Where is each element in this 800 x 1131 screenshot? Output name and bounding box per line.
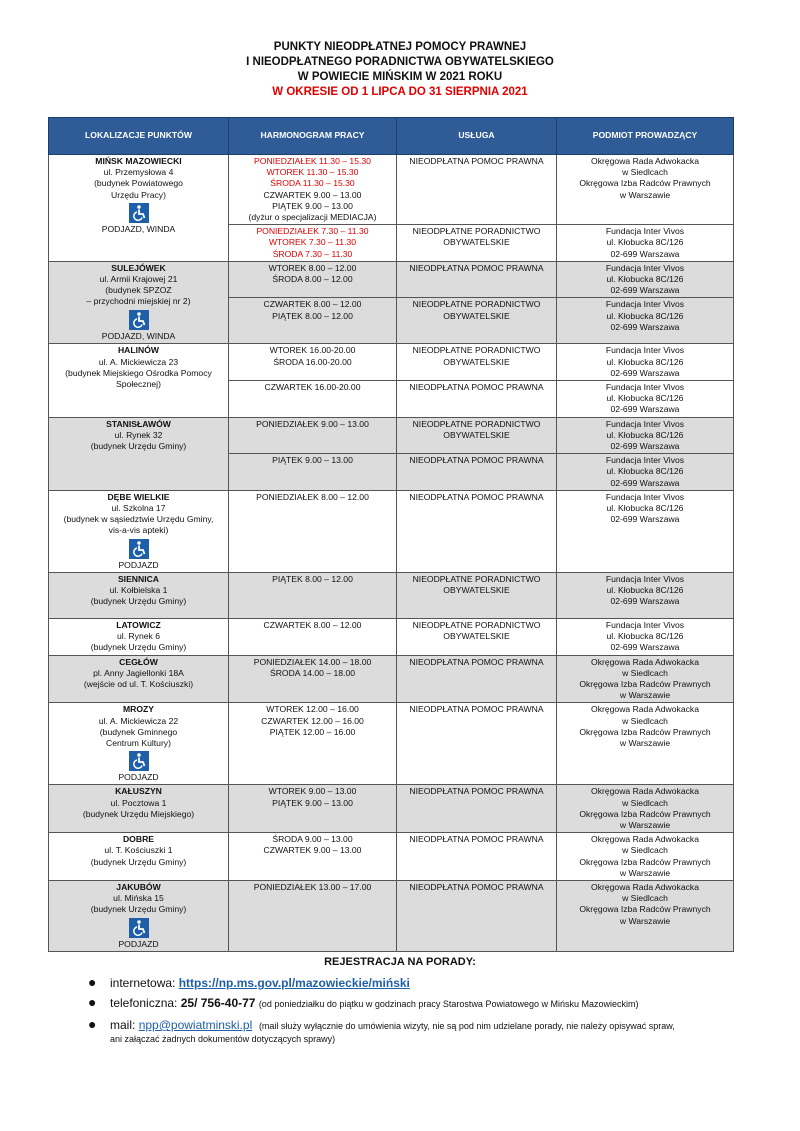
schedule-cell: CZWARTEK 8.00 – 12.00 PIĄTEK 8.00 – 12.00 [229, 298, 397, 344]
provider-cell: Fundacja Inter Vivos ul. Kłobucka 8C/126 02-699 Warszawa [557, 261, 734, 298]
schedule-cell: WTOREK 16.00-20.00 ŚRODA 16.00-20.00 [229, 344, 397, 381]
location-cell: SIENNICA ul. Kołbielska 1 (budynek Urzędu Gminy) [49, 572, 229, 618]
location-cell: DOBRE ul. T. Kościuszki 1 (budynek Urzędu Gminy) [49, 833, 229, 881]
schedule-table [48, 117, 734, 952]
table-row [49, 785, 734, 833]
schedule-cell: WTOREK 9.00 – 13.00 PIĄTEK 9.00 – 13.00 [229, 785, 397, 833]
location-name: LATOWICZ [116, 619, 161, 630]
service-cell: NIEODPŁATNA POMOC PRAWNA [397, 454, 557, 491]
provider-cell: Fundacja Inter Vivos ul. Kłobucka 8C/126 02-699 Warszawa [557, 225, 734, 262]
location-building: Urzędu Pracy) [111, 189, 166, 200]
wheelchair-icon [51, 539, 226, 559]
service-cell: NIEODPŁATNA POMOC PRAWNA [397, 785, 557, 833]
schedule-cell: PONIEDZIAŁEK 14.00 – 18.00 ŚRODA 14.00 – 18.00 [229, 655, 397, 703]
location-cell: SULEJÓWEK ul. Armii Krajowej 21 (budynek SPZOZ – przychodni miejskiej nr 2) PODJAZD, WINDA [49, 261, 229, 344]
location-name: DOBRE [122, 834, 155, 845]
service-cell: NIEODPŁATNE PORADNICTWO OBYWATELSKIE [397, 417, 557, 454]
column-header-service: USŁUGA [397, 118, 557, 155]
table-row [49, 155, 734, 225]
schedule-cell: PONIEDZIAŁEK 7.30 – 11.30 WTOREK 7.30 – 11.30 ŚRODA 7.30 – 11.30 [229, 225, 397, 262]
service-cell: NIEODPŁATNA POMOC PRAWNA [397, 381, 557, 418]
provider-cell: Fundacja Inter Vivos ul. Kłobucka 8C/126 02-699 Warszawa [557, 454, 734, 491]
location-name: KAŁUSZYN [115, 786, 162, 797]
column-header-provider: PODMIOT PROWADZĄCY [557, 118, 734, 155]
provider-cell: Fundacja Inter Vivos ul. Kłobucka 8C/126 02-699 Warszawa [557, 618, 734, 655]
accessibility-info: PODJAZD [118, 938, 159, 949]
location-cell: LATOWICZ ul. Rynek 6 (budynek Urzędu Gminy) [49, 618, 229, 655]
provider-cell: Fundacja Inter Vivos ul. Kłobucka 8C/126 02-699 Warszawa [557, 572, 734, 618]
location-cell: HALINÓW ul. A. Mickiewicza 23 (budynek Miejskiego Ośrodka Pomocy Społecznej) [49, 344, 229, 417]
location-address: ul. Przemysłowa 4 [103, 167, 174, 178]
schedule-cell: PONIEDZIAŁEK 11.30 – 15.30 WTOREK 11.30 – 15.30 ŚRODA 11.30 – 15.30 CZWARTEK 9.00 – 13.00 PIĄTEK 9.00 – 13.00 (dyżur o specjalizacji MEDIACJA) [229, 155, 397, 225]
service-cell: NIEODPŁATNA POMOC PRAWNA [397, 261, 557, 298]
location-name: DĘBE WIELKIE [107, 491, 170, 502]
service-cell: NIEODPŁATNA POMOC PRAWNA [397, 833, 557, 881]
table-row [49, 572, 734, 618]
accessibility-info: PODJAZD [118, 772, 159, 783]
accessibility-info: PODJAZD, WINDA [101, 330, 176, 341]
schedule-cell: ŚRODA 9.00 – 13.00 CZWARTEK 9.00 – 13.00 [229, 833, 397, 881]
column-header-locations: LOKALIZACJE PUNKTÓW [49, 118, 229, 155]
table-row [49, 880, 734, 951]
table-row [49, 618, 734, 655]
table-row [49, 490, 734, 572]
service-cell: NIEODPŁATNE PORADNICTWO OBYWATELSKIE [397, 572, 557, 618]
bullet-icon: ● [88, 974, 97, 990]
service-cell: NIEODPŁATNA POMOC PRAWNA [397, 490, 557, 572]
title-line-1: PUNKTY NIEODPŁATNEJ POMOCY PRAWNEJ [273, 41, 527, 53]
title-line-2: I NIEODPŁATNEGO PORADNICTWA OBYWATELSKIEGO [246, 56, 554, 68]
provider-cell: Okręgowa Rada Adwokacka w Siedlcach Okręgowa Izba Radców Prawnych w Warszawie [557, 155, 734, 225]
location-cell: MROZY ul. A. Mickiewicza 22 (budynek Gminnego Centrum Kultury) PODJAZD [49, 703, 229, 785]
provider-cell: Fundacja Inter Vivos ul. Kłobucka 8C/126 02-699 Warszawa [557, 417, 734, 454]
column-header-schedule: HARMONOGRAM PRACY [229, 118, 397, 155]
location-name: STANISŁAWÓW [106, 418, 171, 429]
wheelchair-icon [51, 310, 226, 330]
wheelchair-icon [51, 918, 226, 938]
location-cell: CEGŁÓW pl. Anny Jagiellonki 18A (wejście od ul. T. Kościuszki) [49, 655, 229, 703]
provider-cell: Okręgowa Rada Adwokacka w Siedlcach Okręgowa Izba Radców Prawnych w Warszawie [557, 880, 734, 951]
service-cell: NIEODPŁATNE PORADNICTWO OBYWATELSKIE [397, 225, 557, 262]
schedule-cell: PIĄTEK 9.00 – 13.00 [229, 454, 397, 491]
location-name: MIŃSK MAZOWIECKI [95, 156, 182, 166]
registration-url-link[interactable]: https://np.ms.gov.pl/mazowieckie/miński [178, 976, 410, 990]
schedule-cell: PONIEDZIAŁEK 13.00 – 17.00 [229, 880, 397, 951]
location-cell: STANISŁAWÓW ul. Rynek 32 (budynek Urzędu Gminy) [49, 417, 229, 490]
bullet-icon: ● [88, 1016, 97, 1032]
accessibility-info: PODJAZD [118, 559, 159, 570]
location-name: SIENNICA [117, 573, 160, 584]
bullet-icon: ● [88, 994, 97, 1010]
service-cell: NIEODPŁATNE PORADNICTWO OBYWATELSKIE [397, 344, 557, 381]
location-name: MROZY [122, 704, 155, 715]
location-name: CEGŁÓW [119, 656, 158, 667]
schedule-cell: CZWARTEK 16.00-20.00 [229, 381, 397, 418]
table-row [49, 417, 734, 454]
provider-cell: Fundacja Inter Vivos ul. Kłobucka 8C/126 02-699 Warszawa [557, 490, 734, 572]
table-header-row [49, 118, 734, 155]
provider-cell: Okręgowa Rada Adwokacka w Siedlcach Okręgowa Izba Radców Prawnych w Warszawie [557, 785, 734, 833]
table-row [49, 833, 734, 881]
table-row [49, 261, 734, 298]
schedule-cell: CZWARTEK 8.00 – 12.00 [229, 618, 397, 655]
wheelchair-icon [51, 751, 226, 771]
location-name: HALINÓW [117, 345, 160, 356]
provider-cell: Okręgowa Rada Adwokacka w Siedlcach Okręgowa Izba Radców Prawnych w Warszawie [557, 833, 734, 881]
provider-cell: Fundacja Inter Vivos ul. Kłobucka 8C/126 02-699 Warszawa [557, 298, 734, 344]
location-cell: KAŁUSZYN ul. Pocztowa 1 (budynek Urzędu Miejskiego) [49, 785, 229, 833]
service-cell: NIEODPŁATNA POMOC PRAWNA [397, 655, 557, 703]
provider-cell: Okręgowa Rada Adwokacka w Siedlcach Okręgowa Izba Radców Prawnych w Warszawie [557, 655, 734, 703]
provider-cell: Fundacja Inter Vivos ul. Kłobucka 8C/126 02-699 Warszawa [557, 344, 734, 381]
provider-cell: Okręgowa Rada Adwokacka w Siedlcach Okręgowa Izba Radców Prawnych w Warszawie [557, 703, 734, 785]
location-building: (budynek Powiatowego [94, 178, 183, 189]
schedule-cell: WTOREK 8.00 – 12.00 ŚRODA 8.00 – 12.00 [229, 261, 397, 298]
schedule-cell: PONIEDZIAŁEK 9.00 – 13.00 [229, 417, 397, 454]
service-cell: NIEODPŁATNE PORADNICTWO OBYWATELSKIE [397, 618, 557, 655]
service-cell: NIEODPŁATNA POMOC PRAWNA [397, 880, 557, 951]
title-line-3: W POWIECIE MIŃSKIM W 2021 ROKU [297, 71, 503, 83]
service-cell: NIEODPŁATNA POMOC PRAWNA [397, 155, 557, 225]
schedule-cell: PIĄTEK 8.00 – 12.00 [229, 572, 397, 618]
schedule-cell: WTOREK 12.00 – 16.00 CZWARTEK 12.00 – 16.00 PIĄTEK 12.00 – 16.00 [229, 703, 397, 785]
location-name: JAKUBÓW [116, 881, 161, 892]
provider-cell: Fundacja Inter Vivos ul. Kłobucka 8C/126 02-699 Warszawa [557, 381, 734, 418]
registration-phone-number: 25/ 756-40-77 [180, 996, 256, 1010]
accessibility-info: PODJAZD, WINDA [101, 223, 176, 234]
location-cell [49, 155, 229, 262]
registration-heading: REJESTRACJA NA PORADY: [324, 956, 476, 968]
location-name: SULEJÓWEK [111, 262, 166, 273]
location-cell: JAKUBÓW ul. Mińska 15 (budynek Urzędu Gminy) PODJAZD [49, 880, 229, 951]
title-line-4: W OKRESIE OD 1 LIPCA DO 31 SIERPNIA 2021 [272, 86, 528, 98]
registration-mail-note: ani załączać żadnych dokumentów dotyczących sprawy) [110, 1034, 336, 1044]
table-row [49, 703, 734, 785]
registration-email-link[interactable]: npp@powiatminski.pl [138, 1018, 253, 1032]
location-cell: DĘBE WIELKIE ul. Szkolna 17 (budynek w sąsiedztwie Urzędu Gminy, vis-a-vis apteki) PODJAZD [49, 490, 229, 572]
service-cell: NIEODPŁATNE PORADNICTWO OBYWATELSKIE [397, 298, 557, 344]
table-row [49, 344, 734, 381]
table-row [49, 655, 734, 703]
wheelchair-icon [51, 203, 226, 223]
service-cell: NIEODPŁATNA POMOC PRAWNA [397, 703, 557, 785]
schedule-cell: PONIEDZIAŁEK 8.00 – 12.00 [229, 490, 397, 572]
